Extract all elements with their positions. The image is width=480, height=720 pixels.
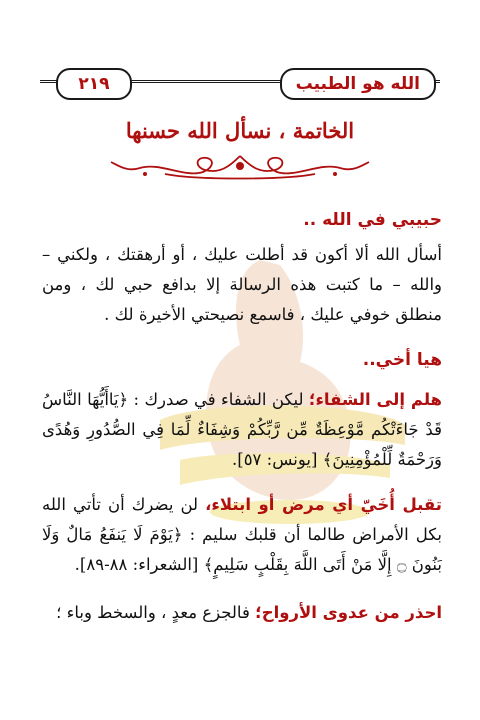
section-healing-text: ليكن الشفاء في صدرك : ﴿يَاأَيُّهَا النَّاسُ قَدْ جَاءَتْكُم مَّوْعِظَةٌ مِّن رَّبِّكُمْ وَشِفَاءٌ لِّمَا فِي الصُّدُورِ وَهُدًى وَرَحْمَةٌ لِّلْمُؤْمِنِينَ﴾ [يونس: ٥٧].	[42, 390, 442, 469]
section-accept	[42, 490, 442, 580]
section-healing-lead: هلم إلى الشفاء؛	[308, 390, 442, 409]
salutation: حبيبي في الله ..	[303, 210, 442, 230]
running-title: الله هو الطبيب	[280, 68, 436, 100]
section-healing	[42, 385, 442, 475]
section-accept-lead: تقبل أُخَيّ أي مرض أو ابتلاء،	[205, 495, 442, 514]
decorative-divider	[105, 152, 375, 182]
chapter-title: الخاتمة ، نسأل الله حسنها	[125, 118, 355, 143]
section-accept-text: لن يضرك أن تأتي الله بكل الأمراض طالما أن قلبك سليم : ﴿يَوْمَ لَا يَنفَعُ مَالٌ وَلَا بَنُونَ ۝ إِلَّا مَنْ أَتَى اللَّهَ بِقَلْبٍ سَلِيمٍ﴾ [الشعراء: ٨٨-٨٩].	[42, 495, 442, 574]
section-beware	[42, 598, 442, 628]
page-header	[40, 64, 440, 104]
page-number: ٢١٩	[56, 68, 132, 100]
intro-paragraph: أسأل الله ألا أكون قد أطلت عليك ، أو أرهقتك ، ولكني – والله – ما كتبت هذه الرسالة إلا بدافع حبي لك ، ومن منطلق خوفي عليك ، فاسمع نصيحتي الأخيرة لك .	[42, 245, 442, 324]
section-beware-lead: احذر من عدوى الأرواح؛	[255, 603, 442, 622]
call-heading: هيا أخي..	[362, 350, 442, 370]
section-beware-text: فالجزع معدٍ ، والسخط وباء ؛	[56, 603, 256, 622]
